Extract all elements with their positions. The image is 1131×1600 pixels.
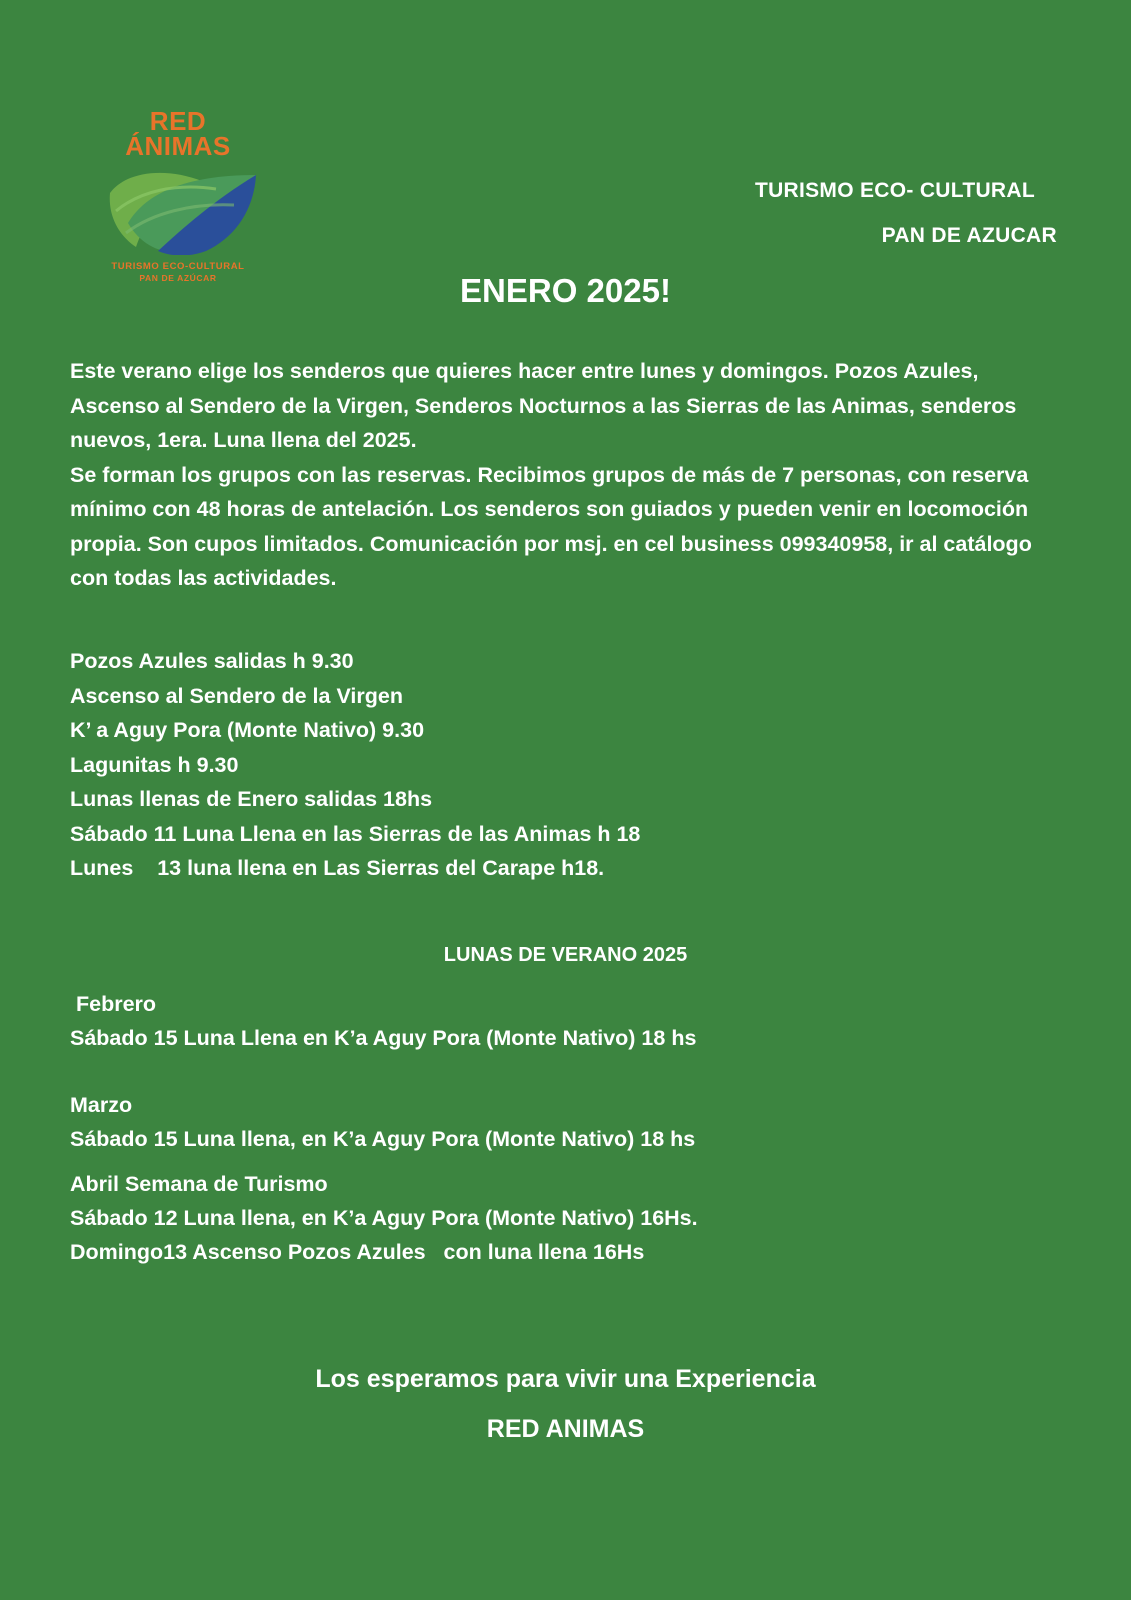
header-tourism-line: TURISMO ECO- CULTURAL xyxy=(754,179,1035,202)
closing-message: Los esperamos para vivir una Experiencia xyxy=(315,1365,816,1393)
summer-moons-heading-text: LUNAS DE VERANO 2025 xyxy=(443,944,688,966)
event-abril-2: Domingo13 Ascenso Pozos Azules con luna llena 16Hs xyxy=(70,1240,645,1264)
logo-title-animas: ÁNIMAS xyxy=(125,131,231,161)
event-marzo: Sábado 15 Luna llena, en K’a Aguy Pora (Monte Nativo) 18 hs xyxy=(70,1127,696,1151)
month-label-febrero: Febrero xyxy=(70,992,157,1016)
closing-signature: RED ANIMAS xyxy=(486,1415,645,1443)
logo-title-red: RED xyxy=(149,106,207,136)
header-place-line: PAN DE AZUCAR xyxy=(881,224,1057,247)
month-label-abril: Abril Semana de Turismo xyxy=(70,1172,328,1196)
schedule-item: Lagunitas h 9.30 xyxy=(70,752,239,777)
schedule-item: Lunes 13 luna llena en Las Sierras del Carape h18. xyxy=(70,856,605,880)
april-block xyxy=(70,1167,1060,1269)
schedule-item: Ascenso al Sendero de la Virgen xyxy=(70,683,403,708)
january-schedule xyxy=(70,644,1060,886)
event-febrero: Sábado 15 Luna Llena en K’a Aguy Pora (Monte Nativo) 18 hs xyxy=(70,1026,697,1050)
march-block xyxy=(70,1088,1060,1156)
page-title-text: ENERO 2025! xyxy=(460,272,671,309)
logo-subtitle: TURISMO ECO-CULTURAL xyxy=(111,261,245,272)
month-label-marzo: Marzo xyxy=(70,1093,133,1117)
schedule-item: K’ a Aguy Pora (Monte Nativo) 9.30 xyxy=(70,718,425,742)
schedule-item: Pozos Azules salidas h 9.30 xyxy=(70,649,354,673)
schedule-item: Lunas llenas de Enero salidas 18hs xyxy=(70,787,433,811)
page-title xyxy=(0,272,1131,310)
intro-paragraph-1: Este verano elige los senderos que quieres hacer entre lunes y domingos. Pozos Azules, Ascenso al Sendero de la Virgen, Senderos Nocturnos a las Sierras de las Animas, senderos nuevos, 1era. Luna llena del 2025. xyxy=(70,359,1017,452)
logo-subtitle-place: PAN DE AZÚCAR xyxy=(139,273,217,283)
intro-text xyxy=(70,354,1060,596)
event-abril-1: Sábado 12 Luna llena, en K’a Aguy Pora (Monte Nativo) 16Hs. xyxy=(70,1206,698,1230)
schedule-item: Sábado 11 Luna Llena en las Sierras de las Animas h 18 xyxy=(70,821,641,846)
intro-paragraph-2: Se forman los grupos con las reservas. Recibimos grupos de más de 7 personas, con reserva mínimo con 48 horas de antelación. Los senderos son guiados y pueden venir en locomoción propia. Son cupos limitados. Comunicación por msj. en cel business 099340958, ir al catálogo con todas las actividades. xyxy=(70,462,1032,590)
february-block xyxy=(70,987,1060,1055)
summer-moons-heading xyxy=(0,944,1131,967)
red-animas-logo xyxy=(92,108,264,290)
leaf-logo-icon xyxy=(106,163,258,255)
